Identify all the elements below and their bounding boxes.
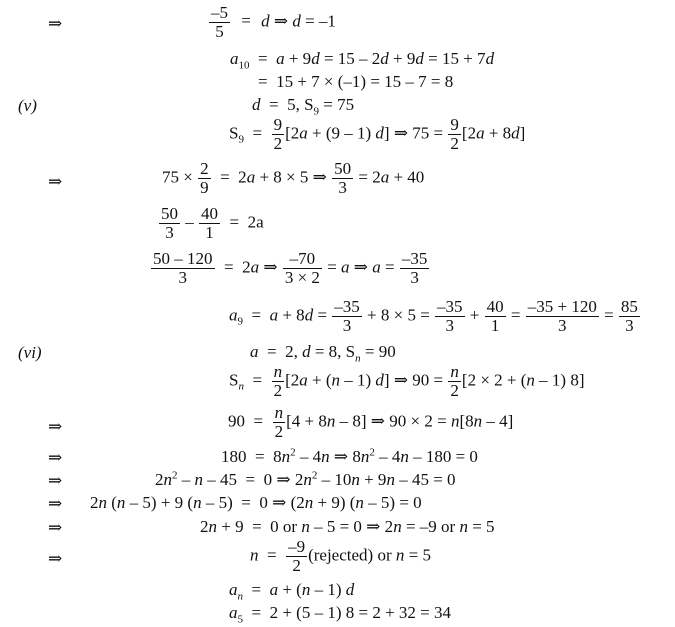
eq-line-7-text: 2a [247,212,264,232]
eq-line-2: $a_{10} = a + 9d = 15 - 2d + 9d = 15 + 7d$ [230,49,495,72]
eq-line-15: 2n (n – 5) + 9 (n – 5) = 0 ⇒ (2n + 9) (n – 5) = 0 [90,493,422,512]
eq-line-3: = 15 + 7 × (–1) = 15 – 7 = 8 [258,72,454,91]
eq-line-3-text: 15 + 7 × (–1) = 15 – 7 = 8 [276,72,454,91]
label-v: (v) [18,96,37,115]
eq-line-5: $S_9$ = $\frac{9}{2}$ [2a + (9 – 1) d] ⇒ 75 = $\frac{9}{2}$ [2a + 8d] [229,115,526,153]
eq-line-12: 90 = $\frac{n}{2}$ [4 + 8n – 8] ⇒ 90 × 2 = n[8n – 4] [228,403,514,441]
eq-line-13: $180 = 8n^2 - 4n$ ⇒ $8n^2 - 4n - 180 = 0$ [221,446,478,466]
eq-line-14: $2n^2 - n - 45 = 0$ ⇒ $2n^2 - 10n + 9n - 45 = 0$ [155,469,456,489]
eq-line-6: 75 × $\frac{2}{9}$ = 2a + 8 × 5 ⇒ $\frac{50}{3}$ = 2a + 40 [162,159,425,197]
implies-symbol: ⇒ [48,448,63,467]
implies-symbol: ⇒ [48,172,63,191]
eq-line-17: n = $\frac{-9}{2}$ (rejected) or n = 5 [250,537,431,575]
eq-line-1: $\frac{-5}{5}$ = d ⇒ d = –1 [211,3,336,41]
implies-symbol: ⇒ [48,471,63,490]
eq-line-11: $S_n$ = $\frac{n}{2}$ [2a + (n – 1) d] ⇒ 90 = $\frac{n}{2}$ [2 × 2 + (n – 1) 8] [229,362,585,400]
implies-symbol: ⇒ [48,494,63,513]
implies-symbol: ⇒ [48,549,63,568]
eq-line-4: d = 5, $S_9 = 75$ [252,95,355,118]
eq-line-19: $a_5 = 2 + (5 - 1) 8 = 2 + 32 = 34$ [229,603,452,626]
eq-line-10: a = 2, d = 8, $S_n = 90$ [250,342,396,365]
label-vi: (vi) [18,343,42,362]
eq-line-18: $a_n = a + (n - 1)$ d [229,580,355,603]
eq-line-16: 2n + 9 = 0 or n – 5 = 0 ⇒ 2n = –9 or n = 5 [200,517,495,536]
implies-symbol: ⇒ [48,417,63,436]
eq-line-8: $\frac{50 - 120}{3}$ = 2a ⇒ $\frac{-70}{3 \times 2}$ = a ⇒ a = $\frac{-35}{3}$ [153,249,428,287]
eq-line-7: $\frac{50}{3}$ – $\frac{40}{1}$ = 2a [161,204,264,242]
eq-line-9: $a_9 = a + 8d$ = $\frac{-35}{3}$ + 8 × 5 = $\frac{-35}{3}$ + $\frac{40}{1}$ = $\frac{-35 + 120}{3}$ = $\frac{85}{3}$ [229,297,638,335]
implies-symbol: ⇒ [48,14,63,33]
implies-symbol: ⇒ [48,518,63,537]
